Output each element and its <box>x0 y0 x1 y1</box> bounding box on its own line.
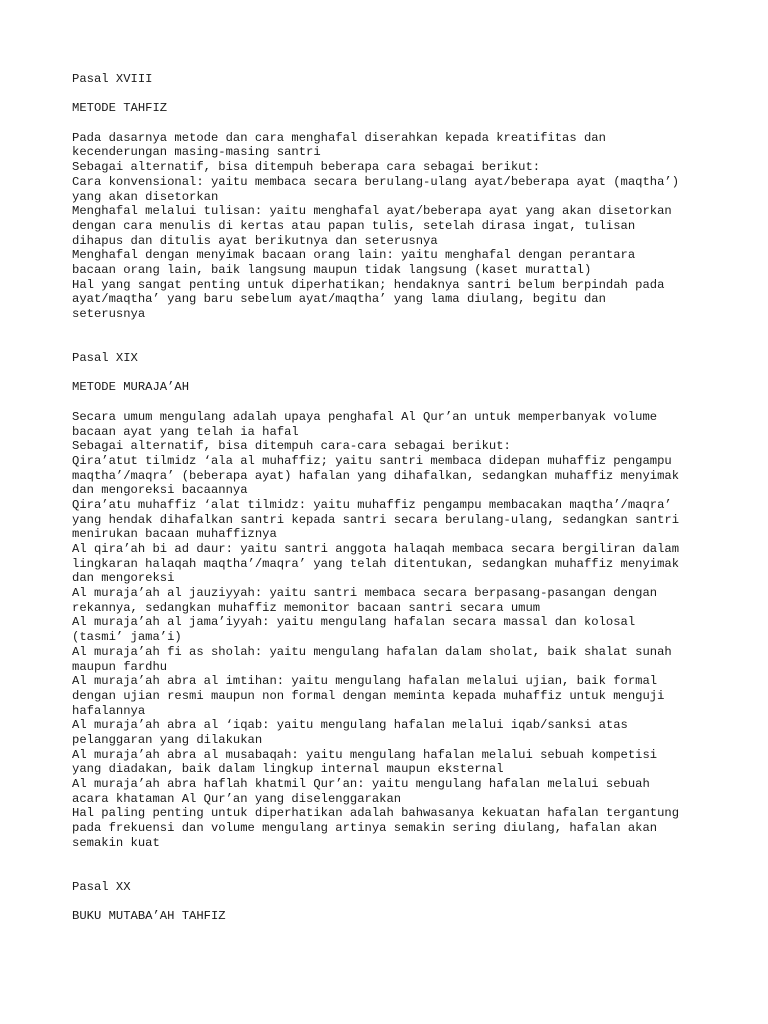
body-line: yang diadakan, baik dalam lingkup internal maupun eksternal <box>72 762 504 777</box>
body-line: semakin kuat <box>72 835 160 850</box>
section-heading: Pasal XX <box>72 879 131 894</box>
body-line: pelanggaran yang dilakukan <box>72 732 263 747</box>
section-title: METODE TAHFIZ <box>72 101 168 116</box>
body-line: Sebagai alternatif, bisa ditempuh beberapa cara sebagai berikut: <box>72 160 541 175</box>
section-body <box>72 131 722 322</box>
body-line: Menghafal melalui tulisan: yaitu menghafal ayat/beberapa ayat yang akan disetorkan <box>72 204 672 219</box>
body-line: bacaan ayat yang telah ia hafal <box>72 424 299 439</box>
body-line: Pada dasarnya metode dan cara menghafal diserahkan kepada kreatifitas dan <box>72 130 606 145</box>
body-line: Menghafal dengan menyimak bacaan orang lain: yaitu menghafal dengan perantara <box>72 248 636 263</box>
body-line: Qira’atu muhaffiz ‘alat tilmidz: yaitu muhaffiz pengampu membacakan maqtha’/maqra’ <box>72 497 672 512</box>
body-line: seterusnya <box>72 307 146 321</box>
section-heading: Pasal XIX <box>72 351 138 366</box>
body-line: Hal yang sangat penting untuk diperhatikan; hendaknya santri belum berpindah pada <box>72 277 665 292</box>
body-line: Hal paling penting untuk diperhatikan adalah bahwasanya kekuatan hafalan tergantung <box>72 806 680 821</box>
body-line: menirukan bacaan muhaffiznya <box>72 527 277 542</box>
body-line: Al muraja’ah al jama’iyyah: yaitu mengulang hafalan secara massal dan kolosal <box>72 615 636 630</box>
body-line: dan mengoreksi <box>72 571 175 586</box>
body-line: Secara umum mengulang adalah upaya penghafal Al Qur’an untuk memperbanyak volume <box>72 409 658 424</box>
body-line: maqtha’/maqra’ (beberapa ayat) hafalan yang dihafalkan, sedangkan muhaffiz menyimak <box>72 468 680 483</box>
document-page <box>72 72 722 924</box>
section-pasal-xx <box>72 880 722 924</box>
section-title: BUKU MUTABA’AH TAHFIZ <box>72 909 226 924</box>
section-pasal-xix <box>72 351 722 850</box>
body-line: Al qira’ah bi ad daur: yaitu santri anggota halaqah membaca secara bergiliran dalam <box>72 542 680 557</box>
body-line: Qira’atut tilmidz ‘ala al muhaffiz; yaitu santri membaca didepan muhaffiz pengampu <box>72 453 672 468</box>
body-line: Sebagai alternatif, bisa ditempuh cara-cara sebagai berikut: <box>72 439 511 454</box>
body-line: Cara konvensional: yaitu membaca secara berulang-ulang ayat/beberapa ayat (maqtha’) <box>72 174 680 189</box>
body-line: Al muraja’ah abra al ‘iqab: yaitu mengulang hafalan melalui iqab/sanksi atas <box>72 718 628 733</box>
body-line: Al muraja’ah abra al musabaqah: yaitu mengulang hafalan melalui sebuah kompetisi <box>72 747 658 762</box>
body-line: dan mengoreksi bacaannya <box>72 483 248 498</box>
body-line: dengan cara menulis di kertas atau papan tulis, setelah dirasa ingat, tulisan <box>72 218 636 233</box>
section-title: METODE MURAJA’AH <box>72 380 190 395</box>
body-line: pada frekuensi dan volume mengulang artinya semakin sering diulang, hafalan akan <box>72 821 658 836</box>
body-line: yang akan disetorkan <box>72 189 219 204</box>
body-line: rekannya, sedangkan muhaffiz memonitor bacaan santri secara umum <box>72 600 541 615</box>
section-pasal-xviii <box>72 72 722 322</box>
body-line: lingkaran halaqah maqtha’/maqra’ yang telah ditentukan, sedangkan muhaffiz menyimak <box>72 556 680 571</box>
body-line: dengan ujian resmi maupun non formal dengan meminta kepada muhaffiz untuk menguji <box>72 688 665 703</box>
body-line: kecenderungan masing-masing santri <box>72 145 321 160</box>
body-line: acara khataman Al Qur’an yang diselenggarakan <box>72 791 402 806</box>
body-line: Al muraja’ah al jauziyyah: yaitu santri membaca secara berpasang-pasangan dengan <box>72 586 658 601</box>
body-line: yang hendak dihafalkan santri kepada santri secara berulang-ulang, sedangkan santri <box>72 512 680 527</box>
body-line: dihapus dan ditulis ayat berikutnya dan seterusnya <box>72 233 438 248</box>
body-line: hafalannya <box>72 703 146 718</box>
body-line: Al muraja’ah abra al imtihan: yaitu mengulang hafalan melalui ujian, baik formal <box>72 674 658 689</box>
body-line: ayat/maqtha’ yang baru sebelum ayat/maqtha’ yang lama diulang, begitu dan <box>72 292 606 307</box>
body-line: bacaan orang lain, baik langsung maupun tidak langsung (kaset murattal) <box>72 262 592 277</box>
body-line: (tasmi’ jama’i) <box>72 630 182 645</box>
section-heading: Pasal XVIII <box>72 72 153 86</box>
body-line: Al muraja’ah abra haflah khatmil Qur’an: yaitu mengulang hafalan melalui sebuah <box>72 777 650 792</box>
body-line: Al muraja’ah fi as sholah: yaitu mengulang hafalan dalam sholat, baik shalat sunah <box>72 644 672 659</box>
body-line: maupun fardhu <box>72 659 168 674</box>
section-body <box>72 410 722 851</box>
